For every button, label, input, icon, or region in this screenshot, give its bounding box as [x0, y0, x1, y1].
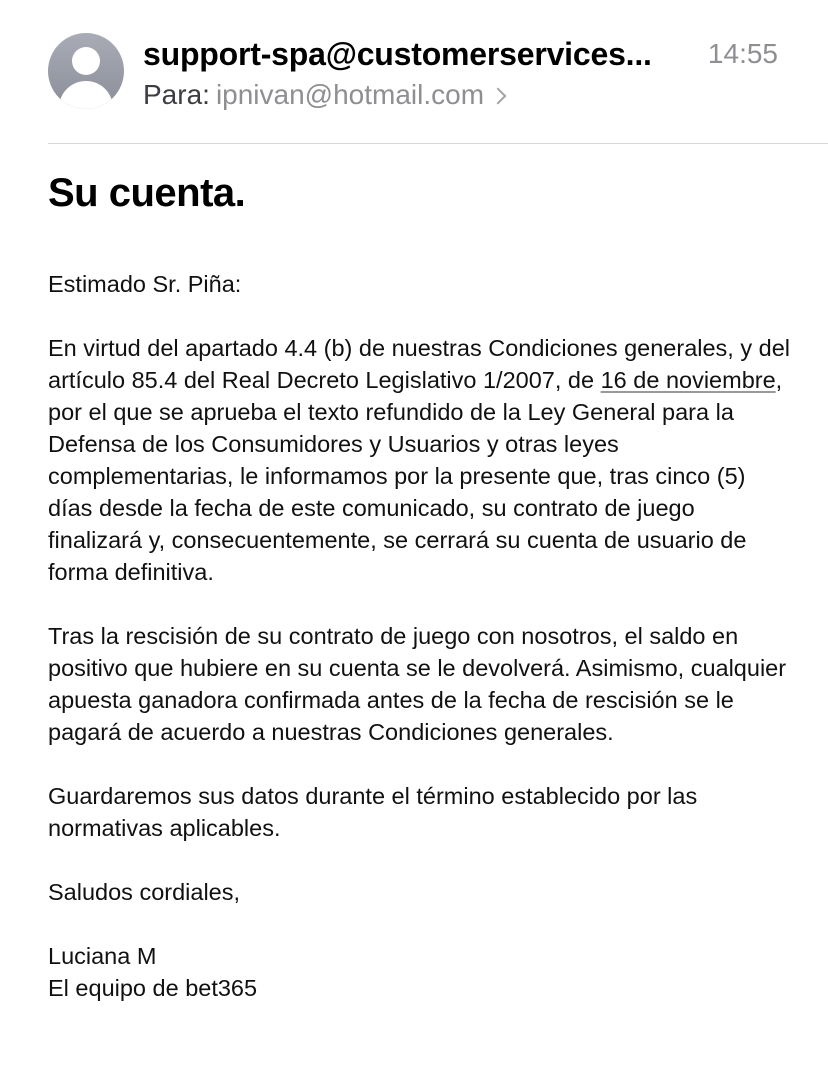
paragraph-1-text-b: , por el que se aprueba el texto refundido de la Ley General para la Defensa de los Consumidores y Usuarios y otras leyes complementarias, le informamos por la presente que, tras cinco (5) días desde la fecha de este comunicado, su contrato de juego finalizará y, consecuentemente, se cerrará su cuenta de usuario de forma definitiva.	[48, 367, 783, 585]
sender-address[interactable]: support-spa@customerservices...	[143, 36, 652, 72]
date-link[interactable]: 16 de noviembre	[600, 367, 776, 393]
email-subject: Su cuenta.	[48, 171, 246, 215]
paragraph-3: Guardaremos sus datos durante el término establecido por las normativas aplicables.	[48, 783, 698, 841]
recipient-row[interactable]	[143, 77, 504, 113]
header-divider	[48, 143, 828, 144]
paragraph-1-text-a: En virtud del apartado 4.4 (b) de nuestras Condiciones generales, y del artículo 85.4 del Real Decreto Legislativo 1/2007, de	[48, 335, 791, 393]
to-label: Para:	[143, 79, 210, 110]
received-time: 14:55	[707, 38, 778, 69]
avatar-body	[59, 81, 113, 109]
recipient-address[interactable]: ipnivan@hotmail.com	[215, 79, 485, 110]
signature-name: Luciana M	[48, 943, 157, 969]
paragraph-2: Tras la rescisión de su contrato de juego con nosotros, el saldo en positivo que hubiere en su cuenta se le devolverá. Asimismo, cualquier apuesta ganadora confirmada antes de la fecha de rescisión se le pagará de acuerdo a nuestras Condiciones generales.	[48, 623, 787, 745]
chevron-right-icon[interactable]	[490, 88, 507, 105]
paragraph-1	[48, 332, 793, 588]
signature-team: El equipo de bet365	[48, 975, 258, 1001]
avatar-head	[72, 47, 100, 75]
email-header	[0, 0, 828, 144]
closing: Saludos cordiales,	[48, 879, 241, 905]
greeting: Estimado Sr. Piña:	[48, 271, 242, 297]
sender-avatar-icon[interactable]	[48, 33, 124, 109]
email-body	[48, 268, 793, 1004]
